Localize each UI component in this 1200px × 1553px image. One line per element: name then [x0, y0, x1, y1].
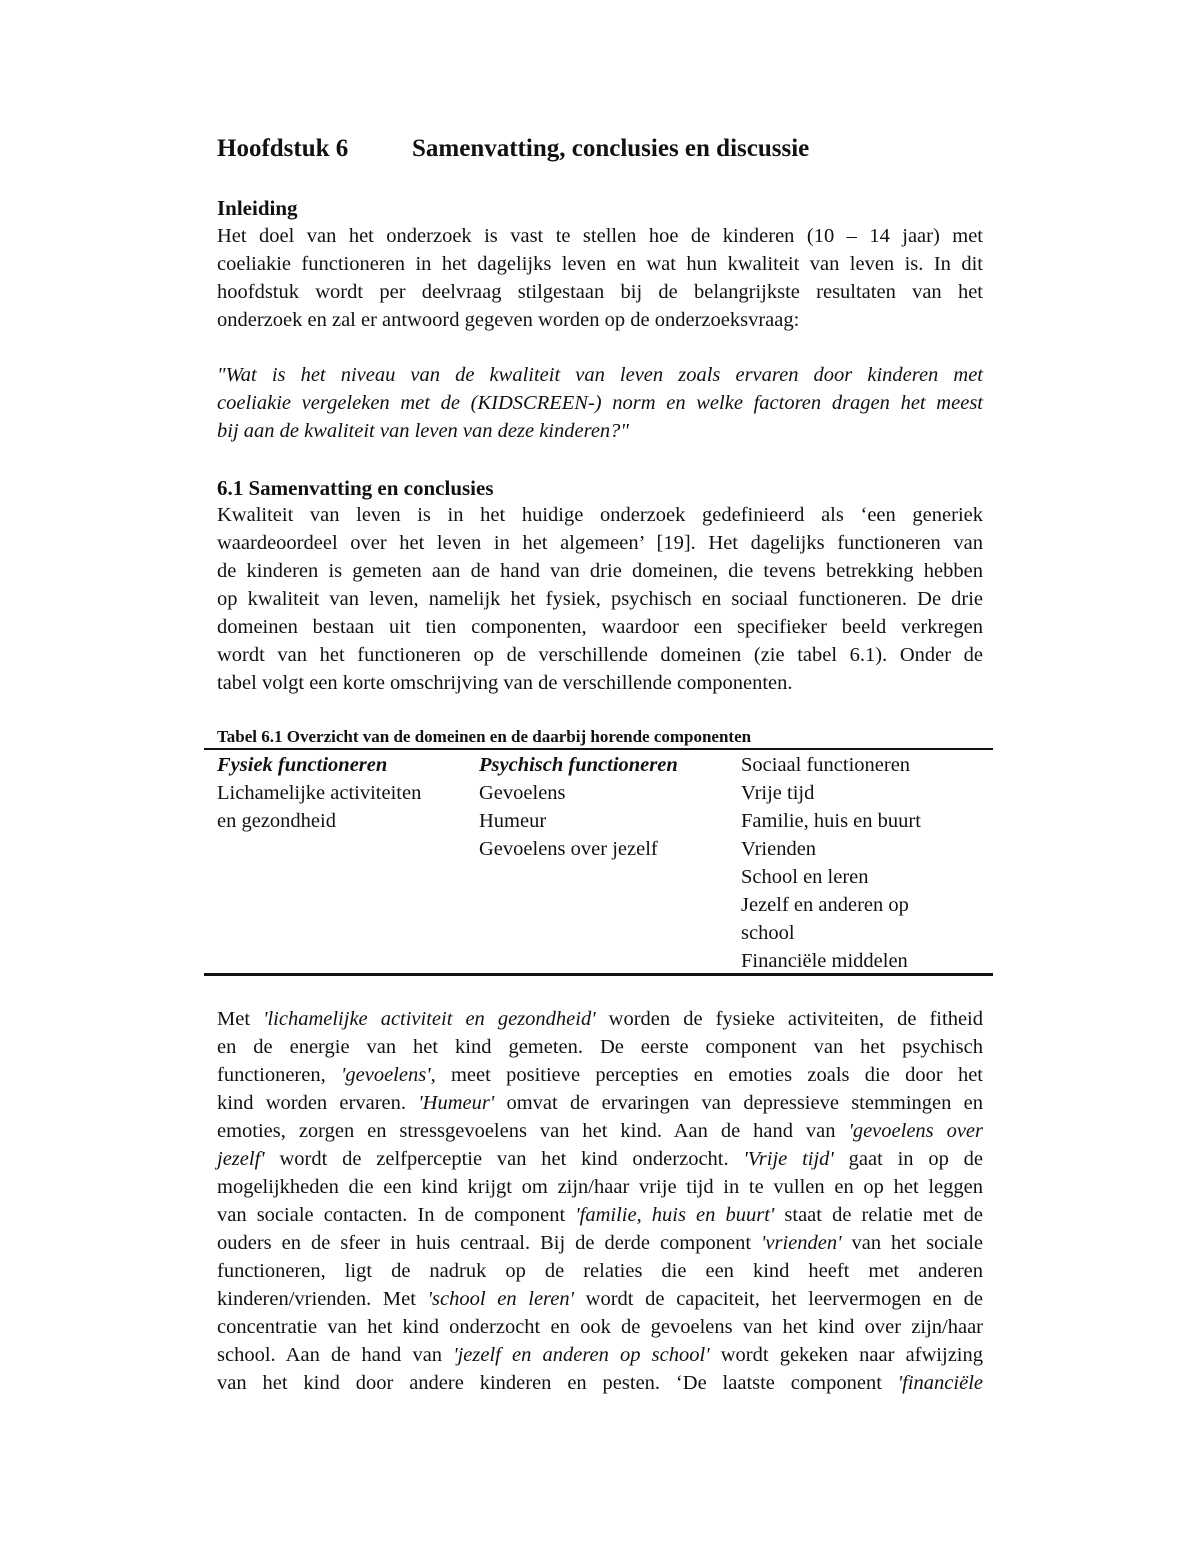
intro-line: onderzoek en zal er antwoord gegeven worden op de onderzoeksvraag: [217, 309, 800, 331]
components-line: kinderen/vrienden. Met 'school en leren' wordt de capaciteit, het leervermogen en de [217, 1288, 983, 1310]
section-6-1-heading: 6.1 Samenvatting en conclusies [217, 476, 494, 500]
table-cell: Vrienden [741, 838, 817, 860]
table-top-rule [204, 748, 993, 750]
table-cell: Humeur [479, 810, 547, 832]
table-column-psychological [479, 751, 678, 863]
research-question [217, 361, 983, 445]
components-line: van sociale contacten. In de component 'familie, huis en buurt' staat de relatie met de [217, 1204, 983, 1226]
section-line: Kwaliteit van leven is in het huidige onderzoek gedefinieerd als ‘een generiek [217, 504, 983, 526]
table-cell: Familie, huis en buurt [741, 810, 921, 832]
table-cell: Lichamelijke activiteiten [217, 782, 422, 804]
table-header-psychological: Psychisch functioneren [479, 754, 678, 776]
chapter-title-text: Samenvatting, conclusies en discussie [412, 135, 810, 162]
research-question-line: bij aan de kwaliteit van leven van deze kinderen?" [217, 420, 630, 442]
section-line: tabel volgt een korte omschrijving van de verschillende componenten. [217, 672, 793, 694]
table-header-physical: Fysiek functioneren [217, 754, 388, 776]
components-line: school. Aan de hand van 'jezelf en anderen op school' wordt gekeken naar afwijzing [217, 1344, 983, 1366]
components-line: en de energie van het kind gemeten. De eerste component van het psychisch [217, 1036, 983, 1058]
table-cell: Gevoelens [479, 782, 566, 804]
chapter-title [217, 132, 997, 166]
intro-line: hoofdstuk wordt per deelvraag stilgestaan bij de belangrijkste resultaten van het [217, 281, 983, 303]
section-line: de kinderen is gemeten aan de hand van drie domeinen, die tevens betrekking hebben [217, 560, 983, 582]
components-line: ouders en de sfeer in huis centraal. Bij de derde component 'vrienden' van het sociale [217, 1232, 983, 1254]
components-line: mogelijkheden die een kind krijgt om zijn/haar vrije tijd in te vullen en op het leggen [217, 1176, 983, 1198]
table-cell: Financiële middelen [741, 950, 908, 972]
table-column-social [741, 751, 921, 975]
table-cell: Vrije tijd [741, 782, 815, 804]
table-cell: school [741, 922, 795, 944]
research-question-line: coeliakie vergeleken met de (KIDSCREEN-) norm en welke factoren dragen het meest [217, 392, 983, 414]
intro-heading: Inleiding [217, 196, 298, 220]
components-line: functioneren, 'gevoelens', meet positieve percepties en emoties zoals die door het [217, 1064, 984, 1086]
table-caption: Tabel 6.1 Overzicht van de domeinen en de daarbij horende componenten [217, 727, 752, 746]
components-line: jezelf' wordt de zelfperceptie van het kind onderzocht. 'Vrije tijd' gaat in op de [217, 1148, 983, 1170]
components-line: kind worden ervaren. 'Humeur' omvat de ervaringen van depressieve stemmingen en [217, 1092, 983, 1114]
table-bottom-rule [204, 973, 993, 976]
table-cell: Jezelf en anderen op [741, 894, 909, 916]
intro-paragraph [217, 222, 983, 334]
components-line: van het kind door andere kinderen en pesten. ‘De laatste component 'financiële [217, 1372, 983, 1394]
components-paragraph [217, 1005, 983, 1397]
components-line: Met 'lichamelijke activiteit en gezondheid' worden de fysieke activiteiten, de fitheid [217, 1008, 983, 1030]
components-line: functioneren, ligt de nadruk op de relaties die een kind heeft met anderen [217, 1260, 983, 1282]
section-line: waardeoordeel over het leven in het algemeen’ [19]. Het dagelijks functioneren van [217, 532, 983, 554]
table-cell: School en leren [741, 866, 869, 888]
components-line: concentratie van het kind onderzocht en ook de gevoelens van het kind over zijn/haar [217, 1316, 983, 1338]
section-6-1-paragraph [217, 501, 983, 697]
intro-line: coeliakie functioneren in het dagelijks leven en wat hun kwaliteit van leven is. In dit [217, 253, 983, 275]
intro-line: Het doel van het onderzoek is vast te stellen hoe de kinderen (10 – 14 jaar) met [217, 225, 983, 247]
chapter-number: Hoofdstuk 6 [217, 135, 349, 162]
table-cell: Gevoelens over jezelf [479, 838, 658, 860]
table-cell: en gezondheid [217, 810, 336, 832]
research-question-line: "Wat is het niveau van de kwaliteit van leven zoals ervaren door kinderen met [217, 364, 983, 386]
section-line: wordt van het functioneren op de verschillende domeinen (zie tabel 6.1). Onder de [217, 644, 983, 666]
components-line: emoties, zorgen en stressgevoelens van het kind. Aan de hand van 'gevoelens over [217, 1120, 983, 1142]
table-header-social: Sociaal functioneren [741, 754, 911, 776]
table-column-physical [217, 751, 421, 835]
section-line: domeinen bestaan uit tien componenten, waardoor een specifieker beeld verkregen [217, 616, 983, 638]
section-line: op kwaliteit van leven, namelijk het fysiek, psychisch en sociaal functioneren. De drie [217, 588, 983, 610]
